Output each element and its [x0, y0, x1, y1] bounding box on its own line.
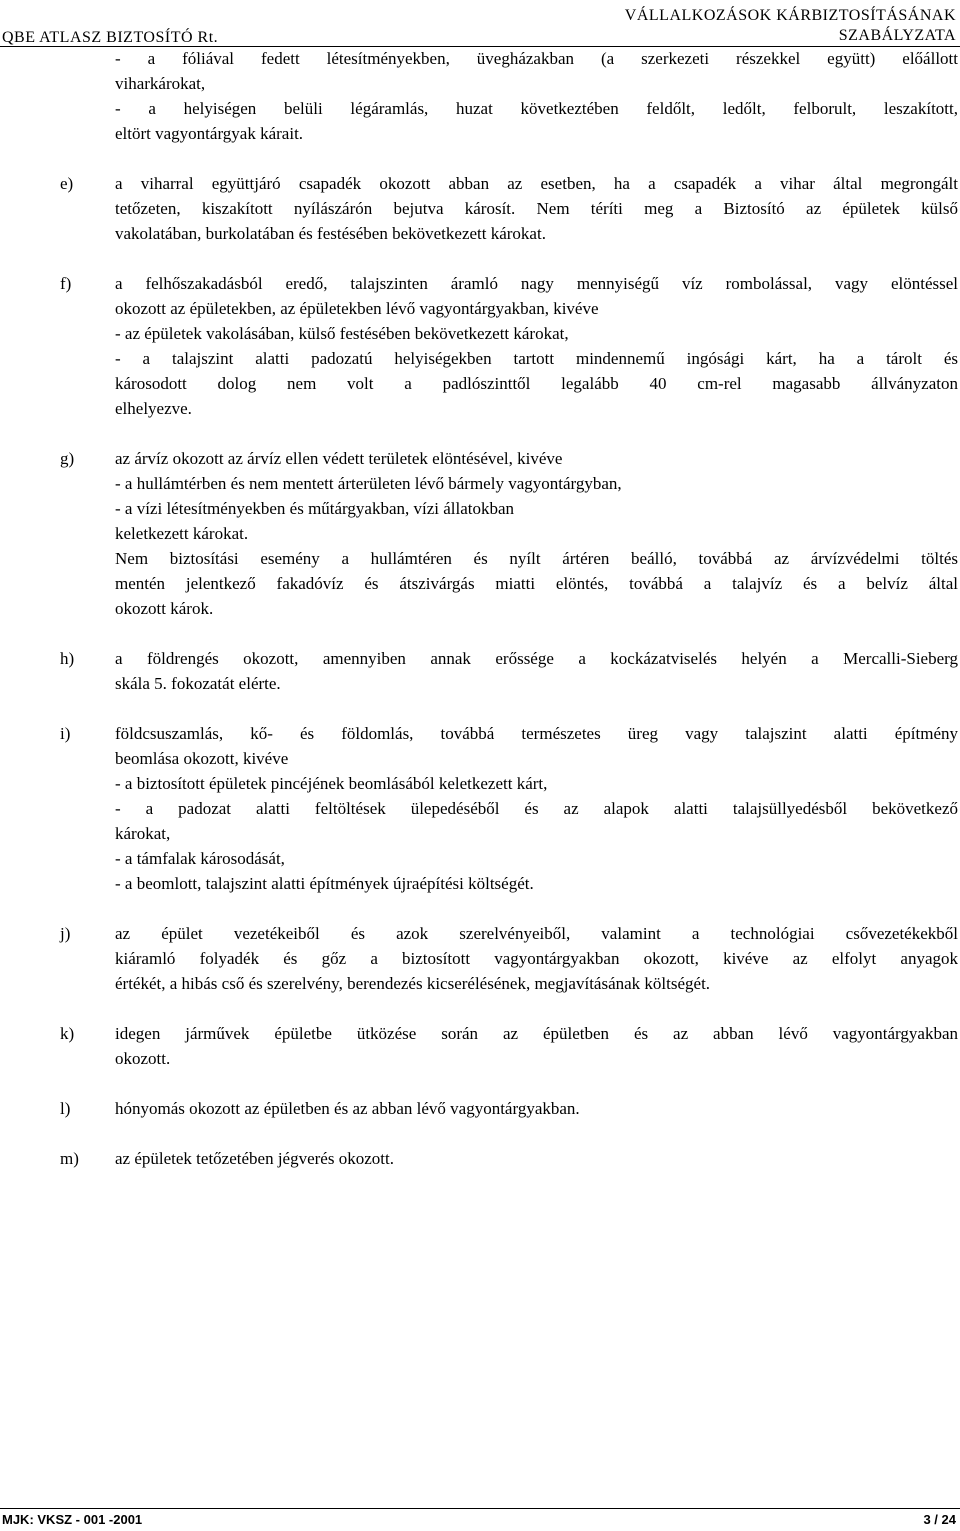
text-line: - a beomlott, talajszint alatti építmények újraépítési költségét.: [115, 874, 534, 893]
text-line: - a vízi létesítményekben és műtárgyakban, vízi állatokban: [115, 499, 515, 518]
text-line: skála 5. fokozatát elérte.: [115, 674, 281, 693]
text-line: értékét, a hibás cső és szerelvény, berendezés kicserélésének, megjavításának költségét.: [115, 974, 711, 993]
header-title-line-1: VÁLLALKOZÁSOK KÁRBIZTOSÍTÁSÁNAK: [624, 7, 956, 24]
list-item-h: [0, 646, 960, 696]
list-item-e: [0, 171, 960, 246]
text-line: vakolatában, burkolatában és festésében bekövetkezett károkat.: [115, 224, 546, 243]
text-line: Nem biztosítási esemény a hullámtéren és nyílt ártéren beálló, továbbá az árvízvédelmi töltés: [115, 549, 958, 568]
text-line: tetőzeten, kiszakított nyílászárón bejutva károsít. Nem téríti meg a Biztosító az épületek külső: [115, 199, 958, 218]
text-line: földcsuszamlás, kő- és földomlás, továbbá természetes üreg vagy talajszint alatti építmény: [115, 724, 958, 743]
text-line: a felhőszakadásból eredő, talajszinten áramló nagy mennyiségű víz rombolással, vagy elöntéssel: [115, 274, 958, 293]
item-label: m): [60, 1149, 79, 1168]
text-line: viharkárokat,: [115, 74, 206, 93]
text-line: - az épületek vakolásában, külső festésében bekövetkezett károkat,: [115, 324, 569, 343]
text-line: az épület vezetékeiből és azok szerelvényeiből, valamint a technológiai csővezetékekből: [115, 924, 958, 943]
header-company: QBE ATLASZ BIZTOSÍTÓ Rt.: [2, 29, 219, 46]
text-line: károsodott dolog nem volt a padlószinttől legalább 40 cm-rel magasabb állványzaton: [115, 374, 958, 393]
item-label: f): [60, 274, 72, 293]
list-item-g: [0, 446, 960, 621]
text-line: - a hullámtérben és nem mentett árterületen lévő bármely vagyontárgyban,: [115, 474, 622, 493]
list-item-l: [0, 1096, 960, 1121]
text-line: - a támfalak károsodását,: [115, 849, 285, 868]
text-line: okozott az épületekben, az épületekben lévő vagyontárgyakban, kivéve: [115, 299, 599, 318]
text-line: - a helyiségen belüli légáramlás, huzat következtében feldőlt, ledőlt, felborult, leszakított,: [115, 99, 958, 118]
footer-document-code: MJK: VKSZ - 001 -2001: [2, 1512, 143, 1527]
list-item-j: [0, 921, 960, 996]
text-line: - a fóliával fedett létesítményekben, üvegházakban (a szerkezeti részekkel együtt) előállott: [115, 49, 958, 68]
text-line: okozott károk.: [115, 599, 214, 618]
item-label: e): [60, 174, 74, 193]
item-label: l): [60, 1099, 71, 1118]
text-line: károkat,: [115, 824, 171, 843]
text-line: idegen járművek épületbe ütközése során az épületben és az abban lévő vagyontárgyakban: [115, 1024, 958, 1043]
item-label: j): [60, 924, 71, 943]
list-item-k: [0, 1021, 960, 1071]
header-title: [456, 6, 956, 46]
text-line: elhelyezve.: [115, 399, 192, 418]
header-title-line-2: SZABÁLYZATA: [838, 27, 956, 44]
text-line: az árvíz okozott az árvíz ellen védett területek elöntésével, kivéve: [115, 449, 563, 468]
text-line: - a biztosított épületek pincéjének beomlásából keletkezett kárt,: [115, 774, 548, 793]
item-label: g): [60, 449, 75, 468]
continuation-block: [0, 46, 960, 146]
text-line: keletkezett károkat.: [115, 524, 249, 543]
text-line: - a talajszint alatti padozatú helyiségekben tartott mindennemű ingósági kárt, ha a tárolt és: [115, 349, 958, 368]
text-line: mentén jelentkező fakadóvíz és átszivárgás miatti elöntés, továbbá a talajvíz és a belvíz által: [115, 574, 958, 593]
list-item-i: [0, 721, 960, 896]
item-label: h): [60, 649, 75, 668]
item-label: i): [60, 724, 71, 743]
list-item-f: [0, 271, 960, 421]
footer-page-number: 3 / 24: [923, 1512, 956, 1527]
text-line: beomlása okozott, kivéve: [115, 749, 289, 768]
text-line: - a padozat alatti feltöltések ülepedéséből és az alapok alatti talajsüllyedésből bekövetkező: [115, 799, 958, 818]
footer-rule: [0, 1508, 960, 1509]
item-label: k): [60, 1024, 75, 1043]
text-line: a viharral együttjáró csapadék okozott abban az esetben, ha a csapadék a vihar által megrongált: [115, 174, 958, 193]
text-line: hónyomás okozott az épületben és az abban lévő vagyontárgyakban.: [115, 1099, 580, 1118]
text-line: eltört vagyontárgyak kárait.: [115, 124, 304, 143]
text-line: a földrengés okozott, amennyiben annak erőssége a kockázatviselés helyén a Mercalli-Sieberg: [115, 649, 958, 668]
document-body: [0, 46, 960, 1171]
text-line: az épületek tetőzetében jégverés okozott.: [115, 1149, 394, 1168]
text-line: kiáramló folyadék és gőz a biztosított vagyontárgyakban okozott, kivéve az elfolyt anyagok: [115, 949, 958, 968]
list-item-m: [0, 1146, 960, 1171]
text-line: okozott.: [115, 1049, 171, 1068]
